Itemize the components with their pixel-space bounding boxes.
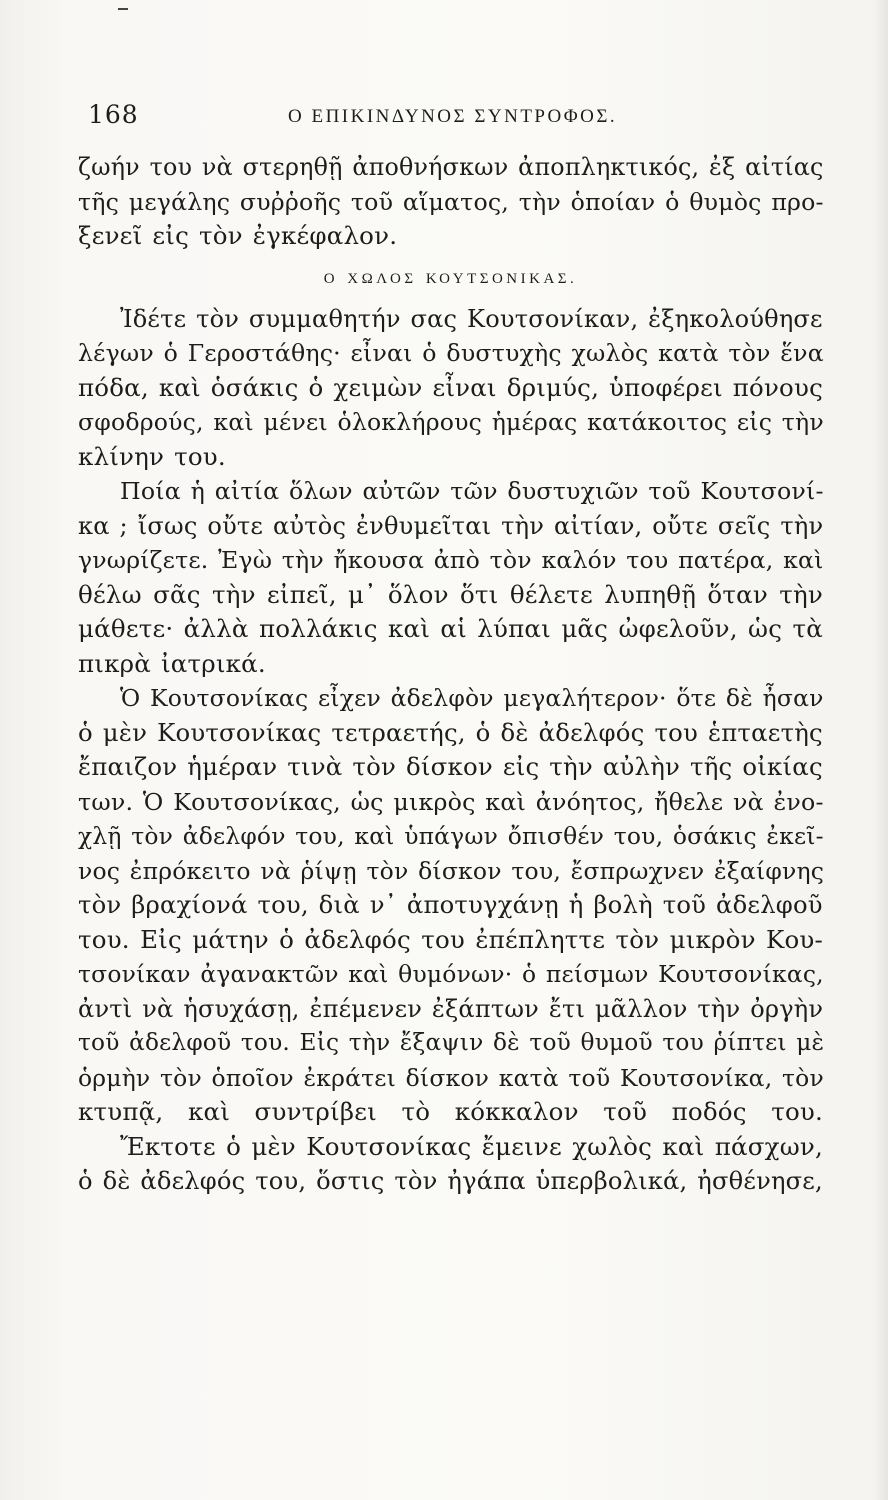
text-line: μάθετε· ἀλλὰ πολλάκις καὶ αἱ λύπαι μᾶς ὠφελοῦν, ὡς τὰ bbox=[78, 614, 823, 643]
text-line: ὁ δὲ ἀδελφός του, ὅστις τὸν ἠγάπα ὑπερβολικά, ἠσθένησε, bbox=[78, 1167, 823, 1195]
page-number: 168 bbox=[88, 100, 139, 129]
text-line: ὁ μὲν Κουτσονίκας τετραετής, ὁ δὲ ἀδελφός του ἑπταετὴς bbox=[78, 717, 823, 747]
text-line: πόδα, καὶ ὁσάκις ὁ χειμὼν εἶναι δριμύς, ὑποφέρει πόνους bbox=[78, 372, 823, 402]
text-line: θέλω σᾶς τὴν εἰπεῖ, μ᾽ ὅλον ὅτι θέλετε λυπηθῇ ὅταν τὴν bbox=[78, 579, 823, 609]
text-line: τοῦ ἀδελφοῦ του. Εἰς τὴν ἔξαψιν δὲ τοῦ θυμοῦ του ῥίπτει μὲ bbox=[78, 1029, 825, 1056]
text-line: Ὁ Κουτσονίκας εἶχεν ἀδελφὸν μεγαλήτερον· ὅτε δὲ ἦσαν bbox=[120, 684, 824, 712]
page-edge-shadow bbox=[874, 0, 888, 1500]
body-text bbox=[78, 150, 823, 1199]
text-line: τῆς μεγάλης συῤῥοῆς τοῦ αἵματος, τὴν ὁποίαν ὁ θυμὸς προ- bbox=[78, 187, 824, 216]
text-line: κα ; ἴσως οὔτε αὐτὸς ἐνθυμεῖται τὴν αἰτίαν, οὔτε σεῖς τὴν bbox=[78, 511, 824, 540]
text-line: ὁρμὴν τὸν ὁποῖον ἐκράτει δίσκον κατὰ τοῦ Κουτσονίκα, τὸν bbox=[78, 1063, 824, 1092]
text-line: Ἰδέτε τὸν συμμαθητήν σας Κουτσονίκαν, ἐξηκολούθησε bbox=[120, 304, 823, 333]
text-line: κλίνην του. bbox=[78, 441, 226, 471]
running-head: Ο ΕΠΙΚΙΝΔΥΝΟΣ ΣΥΝΤΡΟΦΟΣ. bbox=[288, 106, 618, 127]
text-line: ξενεῖ εἰς τὸν ἐγκέφαλον. bbox=[78, 221, 398, 250]
text-line: λέγων ὁ Γεροστάθης· εἶναι ὁ δυστυχὴς χωλὸς κατὰ τὸν ἕνα bbox=[78, 339, 824, 367]
text-line: νος ἐπρόκειτο νὰ ῥίψῃ τὸν δίσκον του, ἔσπρωχνεν ἐξαίφνης bbox=[78, 856, 825, 885]
top-mark bbox=[118, 8, 128, 10]
text-line: ζωήν του νὰ στερηθῇ ἀποθνήσκων ἀποπληκτικός, ἐξ αἰτίας bbox=[78, 153, 824, 181]
page-header bbox=[88, 100, 828, 136]
text-line: τσονίκαν ἀγανακτῶν καὶ θυμόνων· ὁ πείσμων Κουτσονίκας, bbox=[78, 960, 824, 988]
text-line: χλῇ τὸν ἀδελφόν του, καὶ ὑπάγων ὄπισθέν του, ὁσάκις ἐκεῖ- bbox=[78, 822, 824, 850]
section-title: Ο ΧΩΛΟΣ ΚΟΥΤΣΟΝΙΚΑΣ. bbox=[323, 270, 578, 287]
text-line: κτυπᾷ, καὶ συντρίβει τὸ κόκκαλον τοῦ ποδός του. bbox=[78, 1097, 823, 1126]
text-line: των. Ὁ Κουτσονίκας, ὡς μικρὸς καὶ ἀνόητος, ἤθελε νὰ ἐνο- bbox=[78, 787, 824, 816]
text-line: του. Εἰς μάτην ὁ ἀδελφός του ἐπέπληττε τὸν μικρὸν Κου- bbox=[78, 924, 823, 954]
text-line: Ἔκτοτε ὁ μὲν Κουτσονίκας ἔμεινε χωλὸς καὶ πάσχων, bbox=[120, 1131, 823, 1161]
text-line: ἀντὶ νὰ ἡσυχάσῃ, ἐπέμενεν ἐξάπτων ἔτι μᾶλλον τὴν ὀργὴν bbox=[78, 994, 824, 1023]
text-line: γνωρίζετε. Ἐγὼ τὴν ἤκουσα ἀπὸ τὸν καλόν του πατέρα, καὶ bbox=[78, 546, 824, 574]
text-line: ἔπαιζον ἡμέραν τινὰ τὸν δίσκον εἰς τὴν αὐλὴν τῆς οἰκίας bbox=[78, 752, 823, 781]
text-line: Ποία ἡ αἰτία ὅλων αὐτῶν τῶν δυστυχιῶν τοῦ Κουτσονί- bbox=[120, 477, 824, 505]
text-line: τὸν βραχίονά του, διὰ ν᾽ ἀποτυγχάνῃ ἡ βολὴ τοῦ ἀδελφοῦ bbox=[78, 890, 823, 919]
text-line: σφοδρούς, καὶ μένει ὁλοκλήρους ἡμέρας κατάκοιτος εἰς τὴν bbox=[78, 408, 824, 436]
text-line: πικρὰ ἰατρικά. bbox=[78, 648, 266, 678]
